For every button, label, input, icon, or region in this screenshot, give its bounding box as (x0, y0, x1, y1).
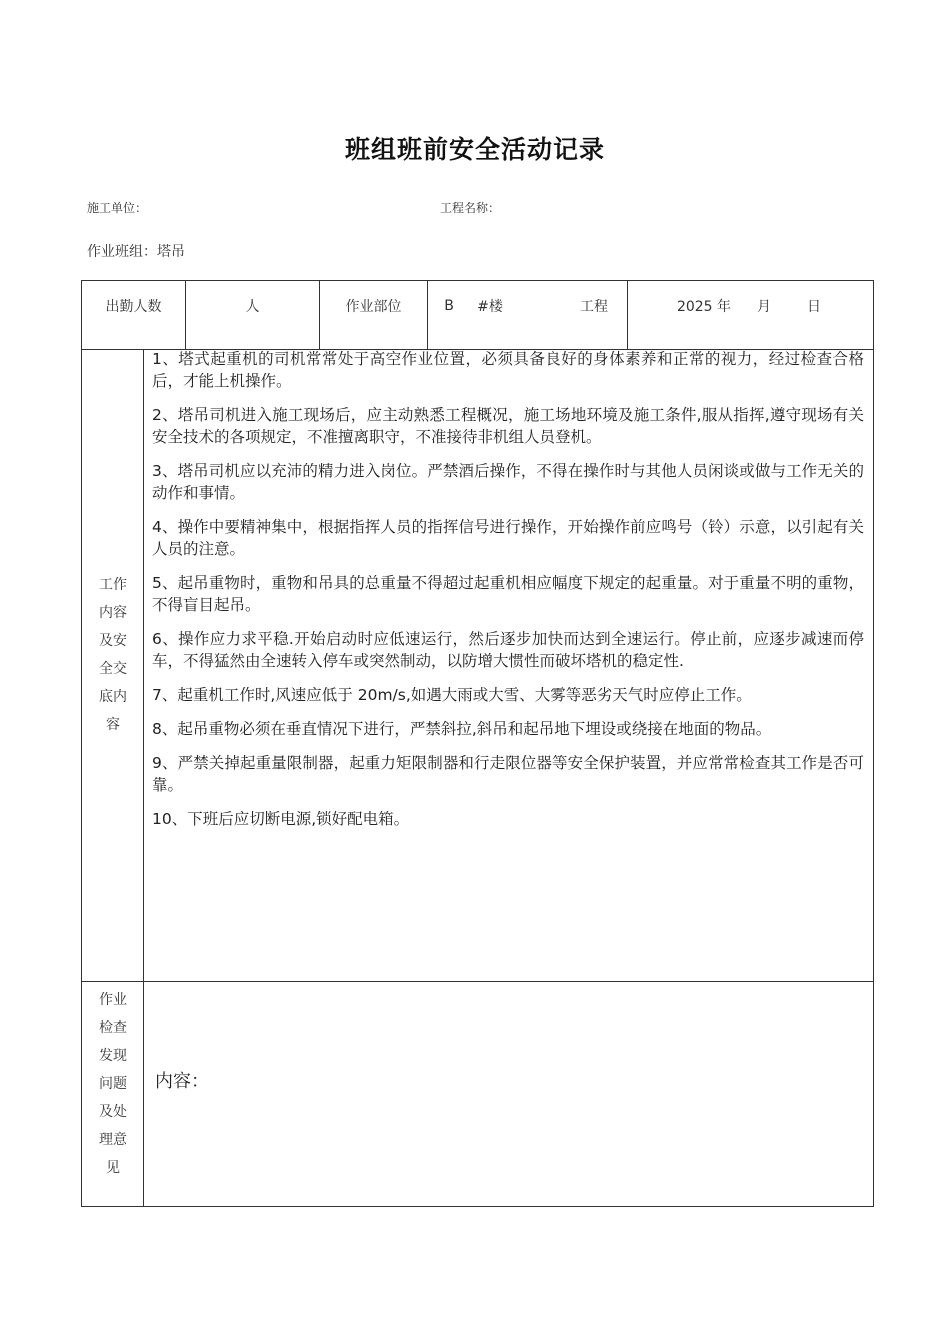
construction-unit-label: 施工单位： (87, 201, 148, 215)
list-item: 1、塔式起重机的司机常常处于高空作业位置，必须具备良好的身体素养和正常的视力，经过检查合格后，才能上机操作。 (152, 350, 864, 390)
list-item: 6、操作应力求平稳.开始启动时应低速运行，然后逐步加快而达到全速运行。停止前，应逐步减速而停车，不得猛然由全速转入停车或突然制动，以防增大惯性而破坏塔机的稳定性. (152, 630, 864, 670)
list-item: 9、严禁关掉起重量限制器，起重力矩限制器和行走限位器等安全保护装置，并应常常检查其工作是否可靠。 (152, 754, 864, 794)
location-b: B (444, 298, 454, 314)
safety-briefing-list (152, 348, 864, 842)
project-name-label: 工程名称： (440, 201, 501, 215)
list-item: 3、塔吊司机应以充沛的精力进入岗位。严禁酒后操作，不得在操作时与其他人员闲谈或做与工作无关的动作和事情。 (152, 462, 864, 502)
attendance-unit: 人 (245, 299, 260, 315)
list-item: 4、操作中要精神集中，根据指挥人员的指挥信号进行操作，开始操作前应鸣号（铃）示意，以引起有关人员的注意。 (152, 518, 864, 558)
location-project: 工程 (580, 299, 608, 315)
location-label: 作业部位 (345, 299, 402, 315)
section2-side-label: 作业 检查 发现 问题 及处 理意 见 (99, 992, 127, 1176)
date-year: 2025 年 (676, 299, 732, 315)
section1-side-label: 工作 内容 及安 全交 底内 容 (99, 577, 127, 733)
list-item: 10、下班后应切断电源,锁好配电箱。 (152, 810, 410, 828)
list-item: 8、起吊重物必须在垂直情况下进行，严禁斜拉,斜吊和起吊地下埋设或绕接在地面的物品。 (152, 720, 772, 738)
location-building: #楼 (477, 299, 503, 315)
date-month: 月 (757, 299, 771, 315)
document-title: 班组班前安全活动记录 (344, 135, 605, 164)
work-team-label: 作业班组：塔吊 (87, 244, 185, 260)
inspection-content-label: 内容： (155, 1071, 209, 1092)
list-item: 5、起吊重物时，重物和吊具的总重量不得超过起重机相应幅度下规定的起重量。对于重量不明的重物，不得盲目起吊。 (152, 574, 864, 614)
date-day: 日 (807, 299, 821, 315)
list-item: 7、起重机工作时,风速应低于 20m/s,如遇大雨或大雪、大雾等恶劣天气时应停止工作。 (152, 686, 752, 704)
attendance-label: 出勤人数 (105, 299, 162, 315)
list-item: 2、塔吊司机进入施工现场后，应主动熟悉工程概况，施工场地环境及施工条件,服从指挥,遵守现场有关安全技术的各项规定，不准擅离职守，不准接待非机组人员登机。 (152, 406, 864, 446)
